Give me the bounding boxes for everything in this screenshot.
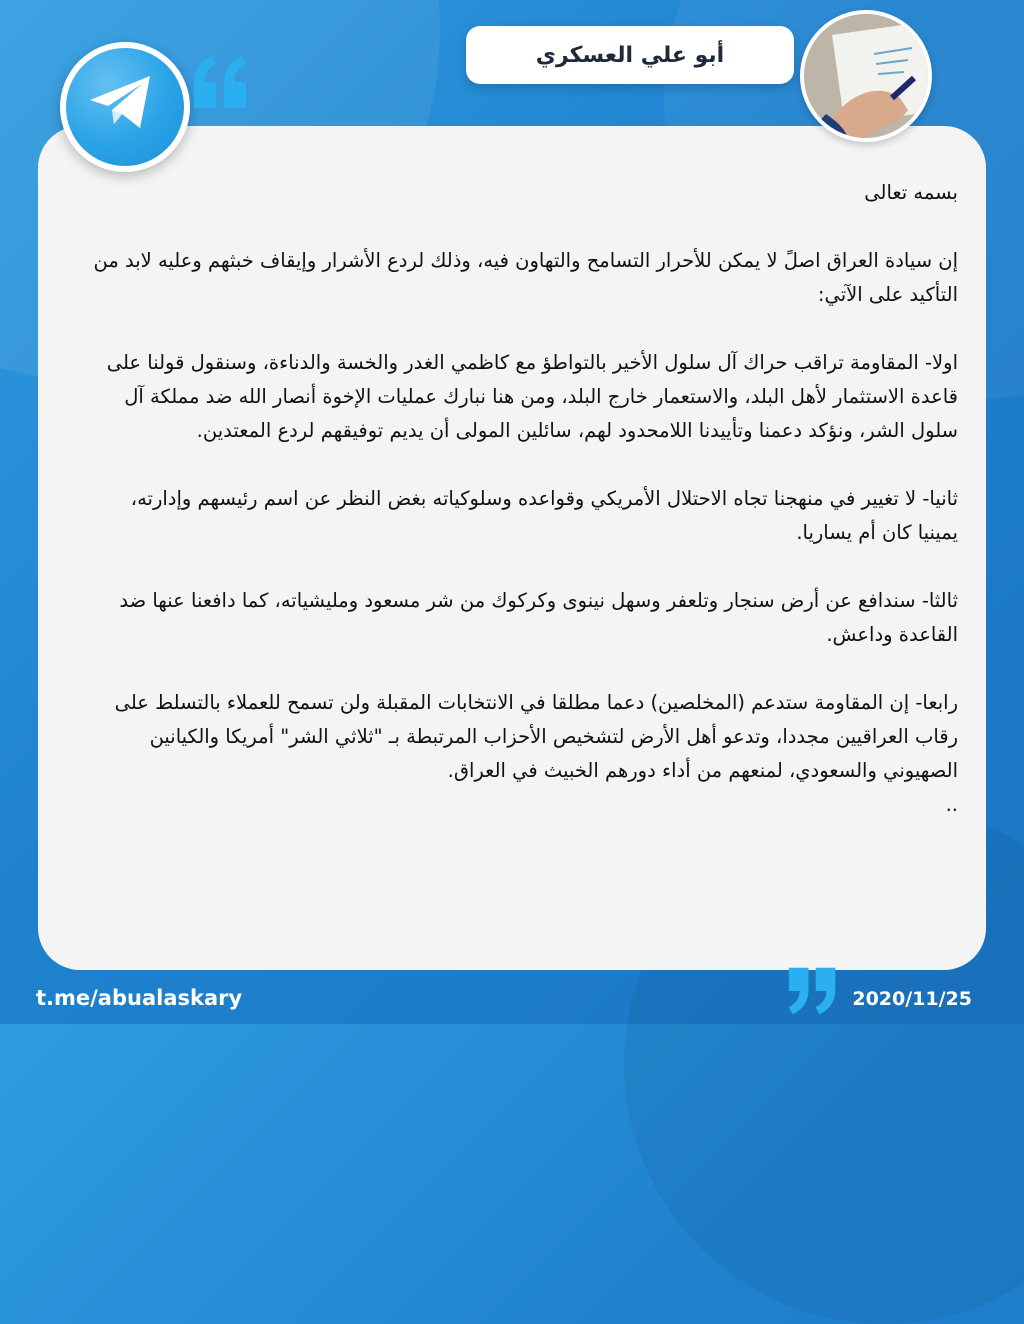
channel-link[interactable]: t.me/abualaskary (36, 986, 243, 1010)
intro-paragraph: إن سيادة العراق اصلً لا يمكن للأحرار التسامح والتهاون فيه، وذلك لردع الأشرار وإيقاف خبثهم وعليه لابد من التأكيد على الآتي: (93, 249, 958, 306)
title-box (466, 26, 794, 84)
point-three-paragraph: ثالثا- سندافع عن أرض سنجار وتلعفر وسهل نينوى وكركوك من شر مسعود ومليشياته، كما دافعنا عنها ضد القاعدة وداعش. (119, 589, 958, 646)
page-title: أبو علي العسكري (535, 42, 725, 68)
avatar (800, 10, 932, 142)
point-four-paragraph: رابعا- إن المقاومة ستدعم (المخلصين) دعما مطلقا في الانتخابات المقبلة ولن تسمح للعملاء بالتسلط على رقاب العراقيين مجددا، وتدعو أهل الأرض لتشخيص الأحزاب المرتبطة بـ "ثلاثي الشر" أمريكا والكيانين الصهيوني والسعودي، لمنعهم من أداء دورهم الخبيث في العراق. (114, 691, 958, 782)
closing-dots: .. (945, 793, 958, 816)
quote-close-icon (782, 966, 844, 1020)
telegram-icon (60, 42, 190, 172)
statement-body (90, 176, 958, 856)
point-one-paragraph: اولا- المقاومة تراقب حراك آل سلول الأخير بالتواطؤ مع كاظمي الغدر والخسة والدناءة، وسنقول قولنا على قاعدة الاستثمار لأهل البلد، والاستعمار خارج البلد، ومن هنا نبارك عمليات الإخوة أنصار الله ضد مملكة آل سلول الشر، ونؤكد دعمنا وتأييدنا اللامحدود لهم، سائلين المولى أن يديم توفيقهم لردع المعتدين. (106, 351, 958, 442)
point-two-paragraph: ثانيا- لا تغيير في منهجنا تجاه الاحتلال الأمريكي وقواعده وسلوكياته بغض النظر عن اسم رئيسهم وإدارته، يمينيا كان أم يساريا. (130, 487, 958, 544)
greeting-line: بسمه تعالى (864, 181, 958, 204)
post-date: 2020/11/25 (852, 988, 972, 1010)
quote-open-icon (190, 54, 252, 114)
